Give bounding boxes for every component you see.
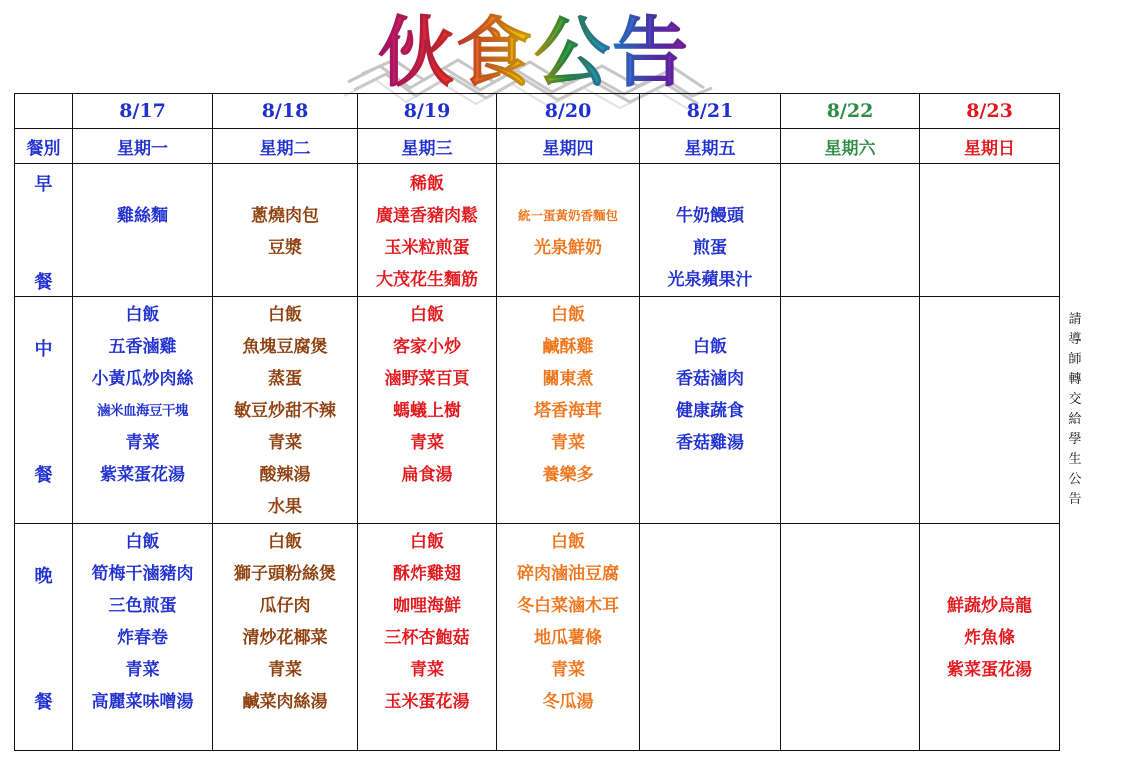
weekday-cell: 星期日	[920, 129, 1060, 164]
weekday-cell: 星期六	[781, 129, 920, 164]
date-cell: 8/17	[73, 94, 213, 129]
dish-item: 白飯	[551, 532, 585, 552]
dish-item: 三色煎蛋	[108, 596, 177, 616]
weekday-cell: 星期四	[497, 129, 640, 164]
side-note-char: 師	[1068, 352, 1082, 367]
breakfast-row	[15, 164, 1060, 297]
dish-item: 白飯	[693, 337, 727, 357]
dish-item: 紫菜蛋花湯	[100, 465, 185, 485]
dish-item: 煎蛋	[693, 238, 727, 258]
dish-item: 筍梅干滷豬肉	[91, 564, 194, 584]
dish-item: 白飯	[410, 532, 444, 552]
dish-item: 香菇滷肉	[676, 369, 744, 389]
dish-item: 蔥燒肉包	[251, 206, 319, 226]
side-note-char: 生	[1068, 452, 1082, 467]
dish-item: 白飯	[551, 305, 585, 325]
dish-item: 玉米蛋花湯	[384, 692, 470, 712]
date-cell: 8/19	[358, 94, 497, 129]
breakfast-cell	[497, 164, 640, 297]
dish-item: 紫菜蛋花湯	[947, 660, 1032, 680]
dish-item: 水果	[268, 497, 302, 517]
date-cell: 8/23	[920, 94, 1060, 129]
side-note-char: 請	[1068, 312, 1082, 327]
date-row	[15, 94, 1060, 129]
dish-item: 五香滷雞	[108, 337, 177, 357]
dish-item: 魚塊豆腐煲	[242, 337, 328, 357]
dinner-label	[15, 524, 73, 751]
dish-item: 鹹菜肉絲湯	[242, 692, 328, 712]
dish-item: 蒸蛋	[268, 369, 302, 389]
dish-item: 塔香海茸	[534, 401, 602, 421]
date-cell: 8/18	[213, 94, 358, 129]
side-note-char: 導	[1068, 332, 1082, 347]
breakfast-cell	[73, 164, 213, 297]
dish-item: 青菜	[268, 660, 302, 680]
dish-item: 咖哩海鮮	[393, 596, 461, 616]
dinner-cell	[920, 524, 1060, 751]
lunch-label	[15, 297, 73, 524]
dinner-cell	[497, 524, 640, 751]
weekday-row	[15, 129, 1060, 164]
meal-label-bottom: 餐	[34, 692, 53, 713]
dish-item: 滷野菜百頁	[384, 369, 470, 389]
dish-item: 三杯杏鮑菇	[384, 628, 470, 648]
weekday-cell: 星期一	[73, 129, 213, 164]
meal-column-header: 餐別	[15, 129, 73, 164]
dish-item: 關東煮	[542, 369, 594, 389]
dish-item: 酸辣湯	[259, 465, 311, 485]
meal-label-bottom: 餐	[34, 272, 53, 293]
weekday-cell: 星期三	[358, 129, 497, 164]
side-note-char: 轉	[1068, 372, 1082, 387]
dinner-cell	[358, 524, 497, 751]
meal-label-top: 早	[34, 174, 53, 195]
dish-item: 白飯	[410, 305, 444, 325]
meal-label-top: 中	[34, 339, 53, 360]
breakfast-cell	[213, 164, 358, 297]
date-cell: 8/20	[497, 94, 640, 129]
breakfast-cell	[781, 164, 920, 297]
dish-item: 廣達香豬肉鬆	[376, 206, 478, 226]
breakfast-cell	[358, 164, 497, 297]
dish-item: 青菜	[410, 433, 444, 453]
breakfast-cell	[920, 164, 1060, 297]
dish-item: 客家小炒	[393, 337, 461, 357]
dish-item: 炸魚條	[964, 628, 1015, 648]
dish-item: 統一蛋黃奶香麵包	[517, 208, 618, 223]
dish-item: 青菜	[551, 433, 585, 453]
dish-item: 健康蔬食	[676, 401, 744, 421]
lunch-cell	[213, 297, 358, 524]
dish-item: 青菜	[268, 433, 302, 453]
dish-item: 敏豆炒甜不辣	[234, 401, 336, 421]
dish-item: 玉米粒煎蛋	[384, 238, 470, 258]
meal-label-bottom: 餐	[34, 465, 53, 486]
dish-item: 雞絲麵	[117, 206, 168, 226]
dish-item: 光泉鮮奶	[534, 238, 602, 258]
dinner-cell	[781, 524, 920, 751]
dish-item: 滷米血海豆干塊	[97, 403, 188, 419]
side-note-vertical	[1066, 310, 1084, 510]
dish-item: 炸春卷	[117, 628, 168, 648]
meal-label-top: 晚	[34, 566, 53, 587]
dish-item: 白飯	[125, 532, 160, 552]
dish-item: 白飯	[268, 305, 302, 325]
header-corner-cell	[15, 94, 73, 129]
dish-item: 光泉蘋果汁	[667, 270, 753, 290]
dish-item: 稀飯	[410, 174, 444, 194]
dish-item: 大茂花生麵筋	[376, 270, 478, 290]
dish-item: 高麗菜味噌湯	[91, 692, 194, 712]
dish-item: 豆漿	[268, 238, 302, 258]
menu-table	[14, 93, 1060, 751]
dinner-cell	[73, 524, 213, 751]
date-cell: 8/22	[781, 94, 920, 129]
lunch-cell	[497, 297, 640, 524]
dish-item: 白飯	[125, 305, 160, 325]
lunch-cell	[640, 297, 781, 524]
dish-item: 獅子頭粉絲煲	[234, 564, 336, 584]
weekday-cell: 星期五	[640, 129, 781, 164]
dinner-cell	[213, 524, 358, 751]
dish-item: 扁食湯	[401, 465, 453, 485]
side-note-char: 告	[1068, 492, 1082, 507]
dinner-row	[15, 524, 1060, 751]
dish-item: 白飯	[268, 532, 302, 552]
dish-item: 酥炸雞翅	[393, 564, 461, 584]
dish-item: 養樂多	[542, 465, 594, 485]
dish-item: 青菜	[125, 660, 160, 680]
dish-item: 青菜	[410, 660, 444, 680]
dish-item: 鹹酥雞	[542, 337, 594, 357]
dish-item: 牛奶饅頭	[676, 206, 744, 226]
lunch-cell	[781, 297, 920, 524]
dish-item: 地瓜薯條	[534, 628, 602, 648]
weekday-cell: 星期二	[213, 129, 358, 164]
dish-item: 瓜仔肉	[259, 596, 311, 616]
side-note-char: 給	[1068, 412, 1082, 427]
dish-item: 清炒花椰菜	[242, 628, 328, 648]
dish-item: 小黃瓜炒肉絲	[91, 369, 194, 389]
breakfast-cell	[640, 164, 781, 297]
dinner-cell	[640, 524, 781, 751]
lunch-cell	[358, 297, 497, 524]
dish-item: 青菜	[551, 660, 585, 680]
page-title: 伙食公告	[378, 8, 690, 97]
side-note-char: 公	[1068, 472, 1082, 487]
dish-item: 冬白菜滷木耳	[517, 596, 619, 616]
lunch-cell	[920, 297, 1060, 524]
date-cell: 8/21	[640, 94, 781, 129]
breakfast-label	[15, 164, 73, 297]
side-note-char: 交	[1068, 392, 1082, 407]
dish-item: 碎肉滷油豆腐	[517, 564, 619, 584]
dish-item: 螞蟻上樹	[393, 401, 461, 421]
dish-item: 冬瓜湯	[542, 692, 594, 712]
dish-item: 鮮蔬炒烏龍	[947, 596, 1032, 616]
side-note-char: 學	[1068, 432, 1082, 447]
dish-item: 青菜	[125, 433, 160, 453]
lunch-row	[15, 297, 1060, 524]
lunch-cell	[73, 297, 213, 524]
dish-item: 香菇雞湯	[676, 433, 744, 453]
